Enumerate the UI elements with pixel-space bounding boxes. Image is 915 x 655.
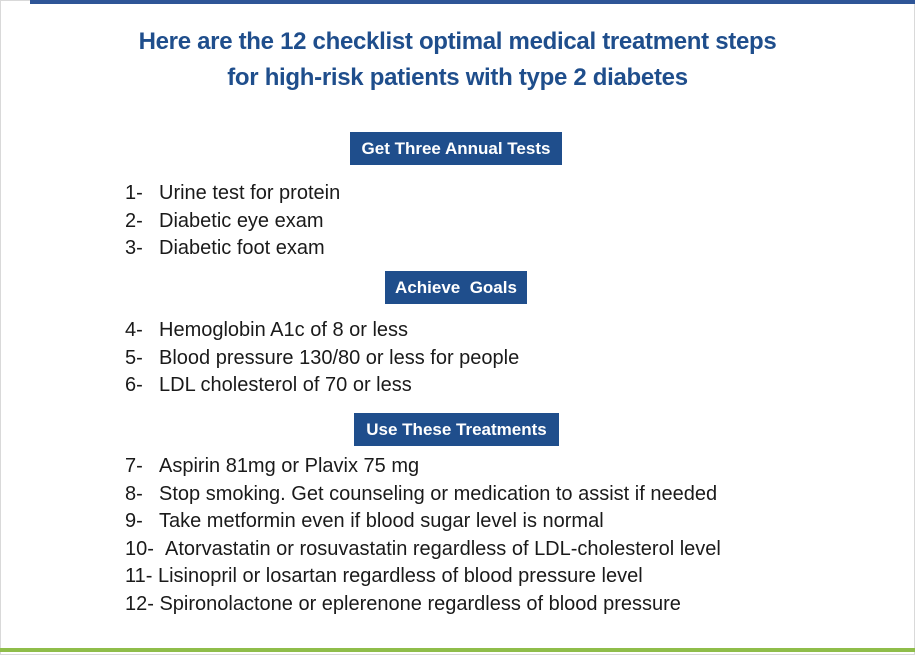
bottom-accent-bar: [0, 648, 915, 652]
section-header-annual-tests: Get Three Annual Tests: [350, 132, 562, 165]
title-line-1: Here are the 12 checklist optimal medical treatment steps: [138, 28, 777, 55]
item-number: 7-: [125, 455, 143, 477]
title-line-2: for high-risk patients with type 2 diabetes: [227, 64, 688, 91]
item-text: Take metformin even if blood sugar level is normal: [159, 510, 604, 532]
item-text: Aspirin 81mg or Plavix 75 mg: [159, 455, 420, 477]
list-item: [125, 453, 721, 481]
item-number: 9-: [125, 510, 143, 532]
list-item: [125, 208, 340, 236]
list-item: [125, 317, 519, 345]
achieve-goals-list: [125, 317, 519, 400]
item-number: 4-: [125, 319, 143, 341]
item-text: Spironolactone or eplerenone regardless of blood pressure: [159, 592, 681, 615]
item-text: Hemoglobin A1c of 8 or less: [159, 319, 409, 341]
list-item: [125, 235, 340, 263]
item-text: Diabetic foot exam: [159, 237, 325, 259]
list-item: [125, 481, 721, 509]
item-text: Diabetic eye exam: [159, 209, 324, 232]
item-number: 2-: [125, 209, 143, 232]
item-text: Stop smoking. Get counseling or medication to assist if needed: [159, 482, 718, 505]
list-item: [125, 180, 340, 208]
list-item: [125, 591, 721, 619]
item-text: Atorvastatin or rosuvastatin regardless of LDL-cholesterol level: [165, 537, 721, 560]
item-number: 8-: [125, 482, 143, 505]
item-text: LDL cholesterol of 70 or less: [159, 374, 412, 396]
page-title: [0, 24, 915, 96]
top-accent-bar: [30, 0, 915, 4]
item-number: 10-: [125, 537, 154, 560]
item-number: 12-: [125, 592, 154, 615]
item-number: 3-: [125, 237, 143, 259]
treatments-list: [125, 453, 721, 618]
section-header-achieve-goals: [385, 271, 527, 304]
item-number: 5-: [125, 346, 143, 369]
section-header-treatments: Use These Treatments: [354, 413, 559, 446]
list-item: [125, 345, 519, 373]
list-item: [125, 508, 721, 536]
item-number: 1-: [125, 182, 143, 204]
section-header-label: Achieve Goals: [395, 278, 517, 297]
item-text: Lisinopril or losartan regardless of blood pressure level: [157, 565, 643, 587]
item-text: Urine test for protein: [159, 182, 341, 204]
list-item: [125, 536, 721, 564]
item-number: 11-: [125, 565, 153, 587]
annual-tests-list: [125, 180, 340, 263]
item-number: 6-: [125, 374, 143, 396]
list-item: [125, 563, 721, 591]
list-item: [125, 372, 519, 400]
item-text: Blood pressure 130/80 or less for people: [159, 346, 520, 369]
